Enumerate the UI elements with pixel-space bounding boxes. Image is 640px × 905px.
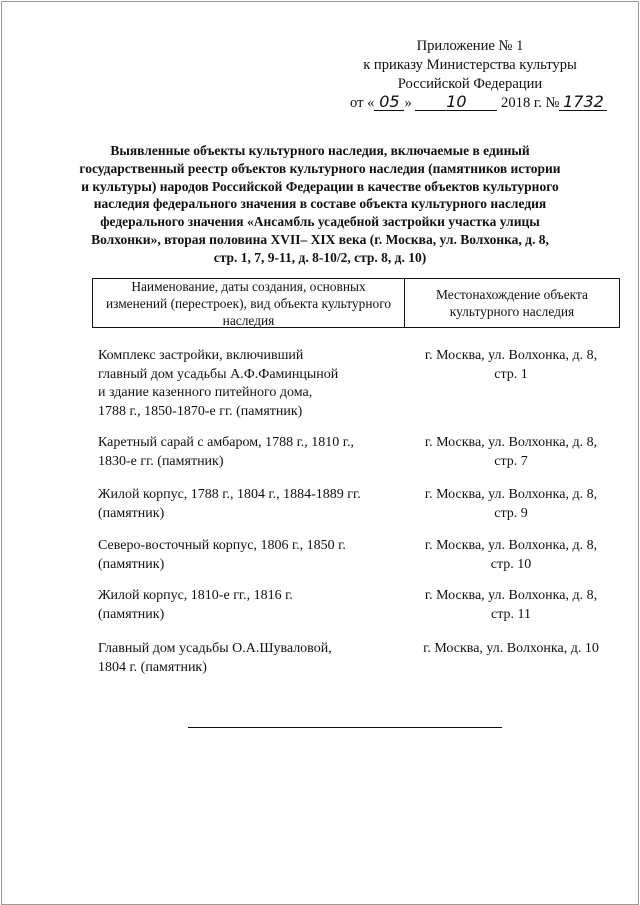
object-location-line: стр. 9 — [494, 505, 528, 521]
appendix-line-2: к приказу Министерства культуры — [363, 57, 577, 73]
object-location-line: г. Москва, ул. Волхонка, д. 8, — [424, 348, 598, 363]
object-location-line: г. Москва, ул. Волхонка, д. 8, — [424, 487, 598, 502]
object-name-line: 1830-е гг. (памятник) — [98, 453, 224, 469]
header-name-column: Наименование, даты создания, основных изменений (перестроек), вид объекта культурного наследия — [93, 279, 405, 327]
object-name-line: (памятник) — [98, 556, 165, 572]
date-mid: » — [404, 95, 412, 111]
date-prefix: от « — [350, 95, 375, 111]
object-name — [98, 640, 398, 677]
object-name — [98, 486, 398, 523]
object-location-line: г. Москва, ул. Волхонка, д. 8, — [424, 435, 598, 450]
object-name — [98, 537, 398, 574]
object-location-line: г. Москва, ул. Волхонка, д. 10 — [423, 641, 599, 656]
date-day-handwritten: 05 — [374, 94, 404, 111]
appendix-line-3: Российской Федерации — [397, 76, 543, 92]
object-name-line: 1788 г., 1850-1870-е гг. (памятник) — [98, 403, 303, 419]
closing-line — [188, 727, 502, 728]
object-location-line: стр. 1 — [494, 366, 528, 382]
object-name-line: 1804 г. (памятник) — [98, 659, 207, 675]
object-location-line: г. Москва, ул. Волхонка, д. 8, — [424, 588, 598, 603]
header-location-column: Местонахождение объекта культурного наследия — [436, 287, 588, 319]
object-name — [98, 587, 398, 624]
object-location — [404, 587, 618, 624]
object-location-line: г. Москва, ул. Волхонка, д. 8, — [424, 538, 598, 553]
object-location — [404, 347, 618, 384]
object-location-line: стр. 7 — [494, 453, 528, 469]
object-name-line: Комплекс застройки, включивший — [98, 348, 304, 363]
order-number-handwritten: 1732 — [559, 94, 607, 111]
object-location — [404, 434, 618, 471]
object-name-line: Жилой корпус, 1788 г., 1804 г., 1884-1889 гг. — [98, 487, 361, 502]
table-header — [92, 278, 620, 328]
object-location — [404, 640, 618, 659]
object-location-line: стр. 10 — [490, 556, 532, 572]
appendix-header — [350, 37, 604, 113]
object-name-line: Главный дом усадьбы О.А.Шуваловой, — [98, 641, 332, 656]
appendix-line-1: Приложение № 1 — [416, 38, 524, 54]
object-name-line: (памятник) — [98, 606, 165, 622]
object-name-line: и здание казенного питейного дома, — [98, 385, 313, 401]
object-name — [98, 434, 398, 471]
object-name-line: Каретный сарай с амбаром, 1788 г., 1810 г., — [98, 435, 354, 450]
date-month-handwritten: 10 — [415, 94, 497, 111]
object-name-line: (памятник) — [98, 505, 165, 521]
object-location — [404, 537, 618, 574]
object-name-line: главный дом усадьбы А.Ф.Фаминцыной — [98, 366, 339, 382]
object-name-line: Северо-восточный корпус, 1806 г., 1850 г. — [98, 538, 346, 553]
date-year: 2018 г. № — [501, 95, 560, 111]
document-title: Выявленные объекты культурного наследия, включаемые в единый государственный реестр объектов культурного наследия (памятников истории и культуры) народов Российской Федерации в качестве объектов культурного наследия федерального значения в составе объекта культурного наследия федерального значения «Ансамбль усадебной застройки участка улицы Волхонки», вторая половина XVII– XIX века (г. Москва, ул. Волхонка, д. 8, стр. 1, 7, 9-11, д. 8-10/2, стр. 8, д. 10) — [79, 143, 561, 265]
object-location-line: стр. 11 — [491, 606, 531, 622]
object-location — [404, 486, 618, 523]
object-name — [98, 347, 398, 421]
appendix-date-line — [350, 92, 604, 113]
object-name-line: Жилой корпус, 1810-е гг., 1816 г. — [98, 588, 293, 603]
